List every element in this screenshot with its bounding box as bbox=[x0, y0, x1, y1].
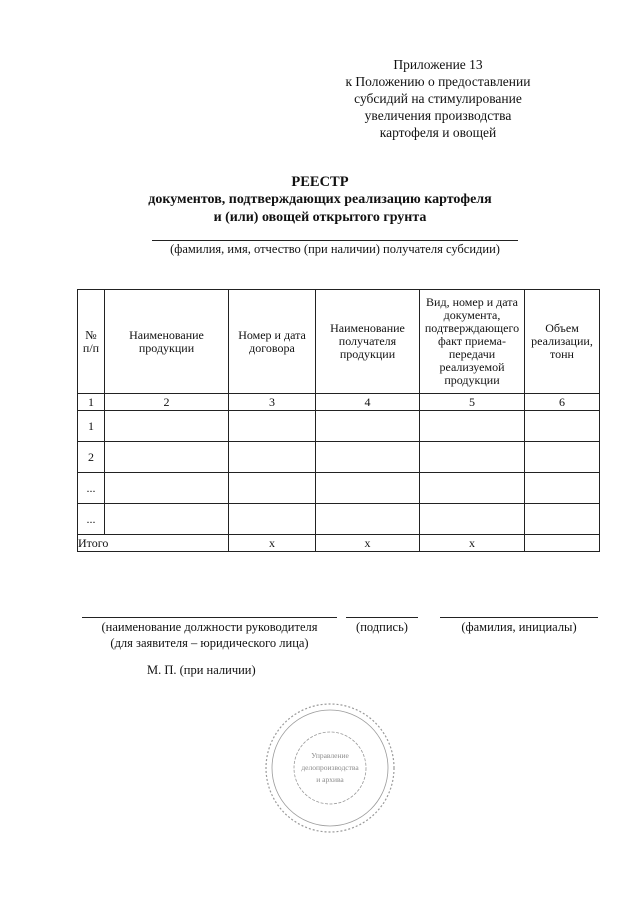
table-row bbox=[78, 473, 600, 504]
column-number: 2 bbox=[105, 394, 229, 411]
table-row bbox=[78, 411, 600, 442]
column-number: 6 bbox=[525, 394, 600, 411]
table-cell[interactable] bbox=[105, 473, 229, 504]
position-caption bbox=[82, 619, 337, 651]
appendix-header bbox=[318, 56, 558, 141]
table-cell[interactable] bbox=[525, 504, 600, 535]
name-signature-line bbox=[440, 617, 598, 618]
table-cell[interactable] bbox=[316, 504, 420, 535]
table-row bbox=[78, 442, 600, 473]
table-cell[interactable] bbox=[525, 442, 600, 473]
table-cell[interactable] bbox=[105, 411, 229, 442]
appendix-line-2: к Положению о предоставлении bbox=[345, 74, 531, 89]
row-index: 1 bbox=[78, 411, 105, 442]
row-index: 2 bbox=[78, 442, 105, 473]
table-cell[interactable] bbox=[316, 442, 420, 473]
total-recipient-cell: x bbox=[316, 535, 420, 552]
table-cell[interactable] bbox=[420, 442, 525, 473]
row-index: ... bbox=[78, 473, 105, 504]
title-line-3: и (или) овощей открытого грунта bbox=[213, 210, 427, 225]
table-cell[interactable] bbox=[316, 411, 420, 442]
table-cell[interactable] bbox=[420, 473, 525, 504]
stamp-text-line-2: делопроизводства bbox=[301, 763, 359, 772]
header-row bbox=[78, 290, 600, 394]
table-cell[interactable] bbox=[420, 504, 525, 535]
document-title bbox=[80, 173, 560, 227]
header-contract: Номер и дата договора bbox=[229, 290, 316, 394]
table-cell[interactable] bbox=[105, 504, 229, 535]
column-number: 1 bbox=[78, 394, 105, 411]
name-caption: (фамилия, инициалы) bbox=[461, 620, 577, 634]
table-cell[interactable] bbox=[525, 411, 600, 442]
table-cell[interactable] bbox=[525, 473, 600, 504]
recipient-underline bbox=[152, 240, 518, 241]
recipient-caption: (фамилия, имя, отчество (при наличии) получателя субсидии) bbox=[170, 242, 500, 256]
appendix-line-1: Приложение 13 bbox=[393, 57, 483, 72]
table-cell[interactable] bbox=[229, 411, 316, 442]
header-volume: Объем реализации, тонн bbox=[525, 290, 600, 394]
column-number: 5 bbox=[420, 394, 525, 411]
column-number: 3 bbox=[229, 394, 316, 411]
position-caption-line-1: (наименование должности руководителя bbox=[101, 620, 318, 634]
table-cell[interactable] bbox=[420, 411, 525, 442]
position-signature-line bbox=[82, 617, 337, 618]
table-cell[interactable] bbox=[229, 442, 316, 473]
signature-line bbox=[346, 617, 418, 618]
total-contract-cell: x bbox=[229, 535, 316, 552]
title-line-1: РЕЕСТР bbox=[291, 174, 349, 190]
stamp-text-line-1: Управление bbox=[311, 751, 349, 760]
appendix-line-3: субсидий на стимулирование bbox=[354, 91, 522, 106]
appendix-line-4: увеличения производства bbox=[364, 108, 512, 123]
table-cell[interactable] bbox=[105, 442, 229, 473]
registry-table bbox=[77, 289, 600, 552]
title-line-2: документов, подтверждающих реализацию картофеля bbox=[148, 192, 492, 207]
seal-stamp bbox=[262, 700, 398, 836]
stamp-text-line-3: и архива bbox=[316, 775, 344, 784]
position-caption-line-2: (для заявителя – юридического лица) bbox=[110, 636, 309, 650]
signature-caption: (подпись) bbox=[356, 620, 408, 634]
header-product-name: Наименование продукции bbox=[105, 290, 229, 394]
stamp-place-label: М. П. (при наличии) bbox=[147, 663, 256, 677]
total-label: Итого bbox=[78, 535, 229, 552]
appendix-line-5: картофеля и овощей bbox=[379, 125, 497, 140]
column-number: 4 bbox=[316, 394, 420, 411]
table-cell[interactable] bbox=[316, 473, 420, 504]
total-volume-cell[interactable] bbox=[525, 535, 600, 552]
total-row bbox=[78, 535, 600, 552]
column-number-row bbox=[78, 394, 600, 411]
header-document: Вид, номер и дата документа, подтверждающего факт приема-передачи реализуемой продукции bbox=[420, 290, 525, 394]
table-row bbox=[78, 504, 600, 535]
table-cell[interactable] bbox=[229, 473, 316, 504]
table-cell[interactable] bbox=[229, 504, 316, 535]
header-recipient: Наименование получателя продукции bbox=[316, 290, 420, 394]
total-document-cell: x bbox=[420, 535, 525, 552]
row-index: ... bbox=[78, 504, 105, 535]
header-number: № п/п bbox=[78, 290, 105, 394]
